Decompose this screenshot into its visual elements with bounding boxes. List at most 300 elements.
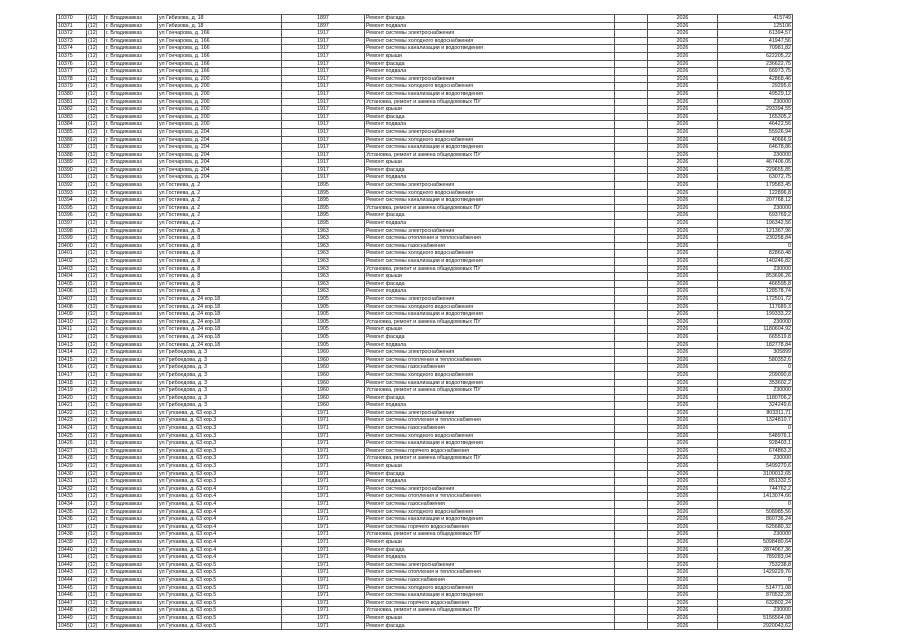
row-number-cell: 10390 xyxy=(57,166,87,174)
build-year-cell: 1971 xyxy=(282,432,365,440)
plan-year-cell: 2026 xyxy=(648,166,718,174)
build-year-cell: 1895 xyxy=(282,212,365,220)
work-type-cell: Ремонт подвала xyxy=(365,121,615,129)
region-code-cell: (12) xyxy=(87,569,105,577)
region-code-cell: (12) xyxy=(87,485,105,493)
blank-cell xyxy=(615,607,648,615)
build-year-cell: 1971 xyxy=(282,493,365,501)
city-cell: г. Владикавказ xyxy=(105,182,158,190)
work-type-cell: Ремонт системы канализации и водоотведения xyxy=(365,90,615,98)
plan-year-cell: 2026 xyxy=(648,265,718,273)
plan-year-cell: 2026 xyxy=(648,295,718,303)
build-year-cell: 1917 xyxy=(282,45,365,53)
work-type-cell: Ремонт системы холодного водоснабжения xyxy=(365,189,615,197)
region-code-cell: (12) xyxy=(87,470,105,478)
work-type-cell: Ремонт фасада xyxy=(365,394,615,402)
cost-cell: 55926,94 xyxy=(718,128,793,136)
plan-year-cell: 2026 xyxy=(648,106,718,114)
address-cell: ул Гончарова, д. 200 xyxy=(158,83,282,91)
plan-year-cell: 2026 xyxy=(648,493,718,501)
blank-cell xyxy=(615,326,648,334)
blank-cell xyxy=(615,159,648,167)
cost-cell: 744762,2 xyxy=(718,485,793,493)
row-number-cell: 10403 xyxy=(57,265,87,273)
table-row xyxy=(57,356,793,364)
work-type-cell: Ремонт системы отопления и теплоснабжения xyxy=(365,356,615,364)
table-row xyxy=(57,258,793,266)
work-type-cell: Ремонт системы отопления и теплоснабжения xyxy=(365,417,615,425)
region-code-cell: (12) xyxy=(87,478,105,486)
table-row xyxy=(57,592,793,600)
region-code-cell: (12) xyxy=(87,83,105,91)
cost-cell: 580352,6 xyxy=(718,356,793,364)
row-number-cell: 10386 xyxy=(57,136,87,144)
table-row xyxy=(57,303,793,311)
table-row xyxy=(57,189,793,197)
blank-cell xyxy=(615,52,648,60)
plan-year-cell: 2026 xyxy=(648,159,718,167)
blank-cell xyxy=(615,538,648,546)
blank-cell xyxy=(615,303,648,311)
table-row xyxy=(57,75,793,83)
plan-year-cell: 2026 xyxy=(648,220,718,228)
address-cell: ул Гончарова, д. 204 xyxy=(158,136,282,144)
address-cell: ул Гугкаева, д. 63 кор.3 xyxy=(158,463,282,471)
work-type-cell: Ремонт подвала xyxy=(365,174,615,182)
table-row xyxy=(57,379,793,387)
build-year-cell: 1963 xyxy=(282,250,365,258)
city-cell: г. Владикавказ xyxy=(105,447,158,455)
work-type-cell: Ремонт крыши xyxy=(365,326,615,334)
region-code-cell: (12) xyxy=(87,30,105,38)
plan-year-cell: 2026 xyxy=(648,326,718,334)
row-number-cell: 10395 xyxy=(57,204,87,212)
row-number-cell: 10408 xyxy=(57,303,87,311)
build-year-cell: 1960 xyxy=(282,394,365,402)
build-year-cell: 1895 xyxy=(282,182,365,190)
region-code-cell: (12) xyxy=(87,516,105,524)
region-code-cell: (12) xyxy=(87,273,105,281)
work-type-cell: Ремонт системы канализации и водоотведения xyxy=(365,440,615,448)
repair-schedule-table xyxy=(56,14,793,630)
build-year-cell: 1963 xyxy=(282,265,365,273)
cost-cell: 229655,85 xyxy=(718,166,793,174)
region-code-cell: (12) xyxy=(87,113,105,121)
build-year-cell: 1917 xyxy=(282,90,365,98)
address-cell: ул Гончарова, д. 166 xyxy=(158,60,282,68)
address-cell: ул Гугкаева, д. 63 кор.3 xyxy=(158,455,282,463)
build-year-cell: 1971 xyxy=(282,531,365,539)
region-code-cell: (12) xyxy=(87,371,105,379)
city-cell: г. Владикавказ xyxy=(105,295,158,303)
region-code-cell: (12) xyxy=(87,425,105,433)
address-cell: ул Гугкаева, д. 63 кор.4 xyxy=(158,523,282,531)
row-number-cell: 10382 xyxy=(57,106,87,114)
address-cell: ул Грибоедова, д. 3 xyxy=(158,356,282,364)
cost-cell: 230000 xyxy=(718,531,793,539)
work-type-cell: Ремонт фасада xyxy=(365,166,615,174)
address-cell: ул Гостиева, д. 2 xyxy=(158,197,282,205)
table-row xyxy=(57,349,793,357)
work-type-cell: Ремонт системы газоснабжения xyxy=(365,242,615,250)
city-cell: г. Владикавказ xyxy=(105,98,158,106)
blank-cell xyxy=(615,22,648,30)
table-row xyxy=(57,235,793,243)
cost-cell: 1180706,2 xyxy=(718,394,793,402)
build-year-cell: 1971 xyxy=(282,485,365,493)
city-cell: г. Владикавказ xyxy=(105,250,158,258)
plan-year-cell: 2026 xyxy=(648,554,718,562)
table-row xyxy=(57,37,793,45)
region-code-cell: (12) xyxy=(87,576,105,584)
table-row xyxy=(57,174,793,182)
plan-year-cell: 2026 xyxy=(648,197,718,205)
build-year-cell: 1971 xyxy=(282,569,365,577)
city-cell: г. Владикавказ xyxy=(105,288,158,296)
plan-year-cell: 2026 xyxy=(648,52,718,60)
row-number-cell: 10393 xyxy=(57,189,87,197)
region-code-cell: (12) xyxy=(87,447,105,455)
plan-year-cell: 2026 xyxy=(648,387,718,395)
table-body xyxy=(57,15,793,630)
address-cell: ул Гончарова, д. 204 xyxy=(158,144,282,152)
work-type-cell: Установка, ремонт и замена общедомовых ПУ xyxy=(365,318,615,326)
cost-cell: 82860,48 xyxy=(718,250,793,258)
build-year-cell: 1895 xyxy=(282,189,365,197)
region-code-cell: (12) xyxy=(87,584,105,592)
row-number-cell: 10394 xyxy=(57,197,87,205)
region-code-cell: (12) xyxy=(87,197,105,205)
cost-cell: 41947,56 xyxy=(718,37,793,45)
work-type-cell: Ремонт системы канализации и водоотведения xyxy=(365,311,615,319)
row-number-cell: 10372 xyxy=(57,30,87,38)
table-row xyxy=(57,15,793,23)
address-cell: ул Гугкаева, д. 63 кор.3 xyxy=(158,470,282,478)
row-number-cell: 10447 xyxy=(57,599,87,607)
address-cell: ул Гугкаева, д. 63 кор.5 xyxy=(158,569,282,577)
city-cell: г. Владикавказ xyxy=(105,174,158,182)
work-type-cell: Ремонт системы канализации и водоотведения xyxy=(365,45,615,53)
row-number-cell: 10441 xyxy=(57,554,87,562)
work-type-cell: Ремонт фасада xyxy=(365,60,615,68)
plan-year-cell: 2026 xyxy=(648,394,718,402)
build-year-cell: 1971 xyxy=(282,501,365,509)
city-cell: г. Владикавказ xyxy=(105,128,158,136)
blank-cell xyxy=(615,463,648,471)
cost-cell: 140246,82 xyxy=(718,258,793,266)
blank-cell xyxy=(615,516,648,524)
region-code-cell: (12) xyxy=(87,204,105,212)
blank-cell xyxy=(615,174,648,182)
address-cell: ул Гончарова, д. 166 xyxy=(158,30,282,38)
row-number-cell: 10412 xyxy=(57,333,87,341)
row-number-cell: 10405 xyxy=(57,280,87,288)
build-year-cell: 1917 xyxy=(282,98,365,106)
table-row xyxy=(57,538,793,546)
address-cell: ул Гостиева, д. 24 кор.18 xyxy=(158,311,282,319)
address-cell: ул Гончарова, д. 200 xyxy=(158,106,282,114)
blank-cell xyxy=(615,250,648,258)
table-row xyxy=(57,546,793,554)
row-number-cell: 10373 xyxy=(57,37,87,45)
address-cell: ул Гостиева, д. 8 xyxy=(158,250,282,258)
work-type-cell: Ремонт крыши xyxy=(365,614,615,622)
table-row xyxy=(57,60,793,68)
cost-cell: 63072,75 xyxy=(718,174,793,182)
cost-cell: 64678,86 xyxy=(718,144,793,152)
work-type-cell: Ремонт фасада xyxy=(365,280,615,288)
row-number-cell: 10421 xyxy=(57,402,87,410)
region-code-cell: (12) xyxy=(87,356,105,364)
cost-cell: 632802,24 xyxy=(718,599,793,607)
table-row xyxy=(57,561,793,569)
work-type-cell: Ремонт системы газоснабжения xyxy=(365,425,615,433)
row-number-cell: 10446 xyxy=(57,592,87,600)
address-cell: ул Гостиева, д. 8 xyxy=(158,235,282,243)
blank-cell xyxy=(615,501,648,509)
plan-year-cell: 2026 xyxy=(648,318,718,326)
address-cell: ул Гугкаева, д. 63 кор.4 xyxy=(158,538,282,546)
work-type-cell: Ремонт системы газоснабжения xyxy=(365,501,615,509)
blank-cell xyxy=(615,83,648,91)
table-row xyxy=(57,106,793,114)
address-cell: ул Гостиева, д. 24 кор.18 xyxy=(158,341,282,349)
row-number-cell: 10402 xyxy=(57,258,87,266)
plan-year-cell: 2026 xyxy=(648,569,718,577)
work-type-cell: Ремонт крыши xyxy=(365,106,615,114)
plan-year-cell: 2026 xyxy=(648,333,718,341)
plan-year-cell: 2026 xyxy=(648,303,718,311)
cost-cell: 66973,75 xyxy=(718,68,793,76)
blank-cell xyxy=(615,546,648,554)
row-number-cell: 10418 xyxy=(57,379,87,387)
build-year-cell: 1960 xyxy=(282,364,365,372)
cost-cell: 753238,8 xyxy=(718,561,793,569)
address-cell: ул Гостиева, д. 2 xyxy=(158,212,282,220)
region-code-cell: (12) xyxy=(87,189,105,197)
row-number-cell: 10419 xyxy=(57,387,87,395)
build-year-cell: 1895 xyxy=(282,220,365,228)
cost-cell: 199333,22 xyxy=(718,311,793,319)
plan-year-cell: 2026 xyxy=(648,341,718,349)
region-code-cell: (12) xyxy=(87,599,105,607)
work-type-cell: Ремонт системы электроснабжения xyxy=(365,227,615,235)
work-type-cell: Ремонт системы отопления и теплоснабжения xyxy=(365,569,615,577)
blank-cell xyxy=(615,379,648,387)
table-row xyxy=(57,295,793,303)
region-code-cell: (12) xyxy=(87,523,105,531)
plan-year-cell: 2026 xyxy=(648,425,718,433)
build-year-cell: 1895 xyxy=(282,204,365,212)
plan-year-cell: 2026 xyxy=(648,516,718,524)
blank-cell xyxy=(615,576,648,584)
address-cell: ул Гугкаева, д. 63 кор.4 xyxy=(158,554,282,562)
plan-year-cell: 2026 xyxy=(648,15,718,23)
address-cell: ул Грибоедова, д. 3 xyxy=(158,349,282,357)
row-number-cell: 10434 xyxy=(57,501,87,509)
plan-year-cell: 2026 xyxy=(648,235,718,243)
blank-cell xyxy=(615,409,648,417)
city-cell: г. Владикавказ xyxy=(105,68,158,76)
work-type-cell: Ремонт системы электроснабжения xyxy=(365,75,615,83)
work-type-cell: Ремонт системы холодного водоснабжения xyxy=(365,371,615,379)
row-number-cell: 10430 xyxy=(57,470,87,478)
plan-year-cell: 2026 xyxy=(648,523,718,531)
region-code-cell: (12) xyxy=(87,288,105,296)
address-cell: ул Гугкаева, д. 63 кор.5 xyxy=(158,592,282,600)
region-code-cell: (12) xyxy=(87,409,105,417)
plan-year-cell: 2026 xyxy=(648,463,718,471)
city-cell: г. Владикавказ xyxy=(105,531,158,539)
blank-cell xyxy=(615,68,648,76)
work-type-cell: Ремонт системы горячего водоснабжения xyxy=(365,599,615,607)
city-cell: г. Владикавказ xyxy=(105,197,158,205)
cost-cell: 1429229,76 xyxy=(718,569,793,577)
build-year-cell: 1895 xyxy=(282,197,365,205)
table-row xyxy=(57,113,793,121)
build-year-cell: 1917 xyxy=(282,174,365,182)
table-row xyxy=(57,493,793,501)
address-cell: ул Гугкаева, д. 63 кор.3 xyxy=(158,409,282,417)
cost-cell: 0 xyxy=(718,576,793,584)
table-row xyxy=(57,227,793,235)
blank-cell xyxy=(615,417,648,425)
build-year-cell: 1905 xyxy=(282,326,365,334)
table-row xyxy=(57,508,793,516)
plan-year-cell: 2026 xyxy=(648,37,718,45)
address-cell: ул Гостиева, д. 24 кор.18 xyxy=(158,318,282,326)
table-row xyxy=(57,166,793,174)
plan-year-cell: 2026 xyxy=(648,22,718,30)
work-type-cell: Ремонт системы газоснабжения xyxy=(365,364,615,372)
region-code-cell: (12) xyxy=(87,258,105,266)
cost-cell: 5098480,64 xyxy=(718,538,793,546)
city-cell: г. Владикавказ xyxy=(105,371,158,379)
blank-cell xyxy=(615,189,648,197)
blank-cell xyxy=(615,371,648,379)
region-code-cell: (12) xyxy=(87,417,105,425)
region-code-cell: (12) xyxy=(87,15,105,23)
city-cell: г. Владикавказ xyxy=(105,258,158,266)
work-type-cell: Ремонт системы электроснабжения xyxy=(365,561,615,569)
plan-year-cell: 2026 xyxy=(648,68,718,76)
region-code-cell: (12) xyxy=(87,166,105,174)
blank-cell xyxy=(615,273,648,281)
table-row xyxy=(57,212,793,220)
city-cell: г. Владикавказ xyxy=(105,121,158,129)
table-row xyxy=(57,455,793,463)
address-cell: ул Гугкаева, д. 63 кор.4 xyxy=(158,531,282,539)
address-cell: ул Гугкаева, д. 63 кор.4 xyxy=(158,485,282,493)
region-code-cell: (12) xyxy=(87,227,105,235)
city-cell: г. Владикавказ xyxy=(105,356,158,364)
row-number-cell: 10406 xyxy=(57,288,87,296)
table-row xyxy=(57,45,793,53)
build-year-cell: 1963 xyxy=(282,235,365,243)
address-cell: ул Гугкаева, д. 63 кор.5 xyxy=(158,561,282,569)
blank-cell xyxy=(615,440,648,448)
city-cell: г. Владикавказ xyxy=(105,52,158,60)
address-cell: ул Гончарова, д. 200 xyxy=(158,113,282,121)
plan-year-cell: 2026 xyxy=(648,402,718,410)
table-row xyxy=(57,333,793,341)
cost-cell: 46422,56 xyxy=(718,121,793,129)
plan-year-cell: 2026 xyxy=(648,113,718,121)
work-type-cell: Ремонт подвала xyxy=(365,22,615,30)
region-code-cell: (12) xyxy=(87,349,105,357)
city-cell: г. Владикавказ xyxy=(105,584,158,592)
city-cell: г. Владикавказ xyxy=(105,106,158,114)
region-code-cell: (12) xyxy=(87,508,105,516)
region-code-cell: (12) xyxy=(87,37,105,45)
work-type-cell: Ремонт подвала xyxy=(365,478,615,486)
blank-cell xyxy=(615,318,648,326)
row-number-cell: 10415 xyxy=(57,356,87,364)
region-code-cell: (12) xyxy=(87,607,105,615)
plan-year-cell: 2026 xyxy=(648,455,718,463)
cost-cell: 674863,3 xyxy=(718,447,793,455)
table-row xyxy=(57,341,793,349)
address-cell: ул Гугкаева, д. 63 кор.4 xyxy=(158,546,282,554)
table-row xyxy=(57,599,793,607)
blank-cell xyxy=(615,220,648,228)
city-cell: г. Владикавказ xyxy=(105,523,158,531)
cost-cell: 230000 xyxy=(718,204,793,212)
cost-cell: 508985,56 xyxy=(718,508,793,516)
cost-cell: 125106 xyxy=(718,22,793,30)
cost-cell: 0 xyxy=(718,501,793,509)
cost-cell: 209090,8 xyxy=(718,371,793,379)
region-code-cell: (12) xyxy=(87,174,105,182)
plan-year-cell: 2026 xyxy=(648,417,718,425)
table-row xyxy=(57,440,793,448)
build-year-cell: 1917 xyxy=(282,166,365,174)
region-code-cell: (12) xyxy=(87,394,105,402)
build-year-cell: 1963 xyxy=(282,288,365,296)
address-cell: ул Грибоедова, д. 3 xyxy=(158,387,282,395)
build-year-cell: 1971 xyxy=(282,516,365,524)
city-cell: г. Владикавказ xyxy=(105,22,158,30)
plan-year-cell: 2026 xyxy=(648,607,718,615)
build-year-cell: 1971 xyxy=(282,576,365,584)
table-row xyxy=(57,409,793,417)
city-cell: г. Владикавказ xyxy=(105,220,158,228)
row-number-cell: 10416 xyxy=(57,364,87,372)
plan-year-cell: 2026 xyxy=(648,212,718,220)
blank-cell xyxy=(615,60,648,68)
cost-cell: 622205,22 xyxy=(718,52,793,60)
address-cell: ул Гугкаева, д. 63 кор.5 xyxy=(158,584,282,592)
row-number-cell: 10413 xyxy=(57,341,87,349)
plan-year-cell: 2026 xyxy=(648,311,718,319)
region-code-cell: (12) xyxy=(87,128,105,136)
build-year-cell: 1971 xyxy=(282,523,365,531)
city-cell: г. Владикавказ xyxy=(105,60,158,68)
region-code-cell: (12) xyxy=(87,280,105,288)
blank-cell xyxy=(615,151,648,159)
work-type-cell: Ремонт системы электроснабжения xyxy=(365,30,615,38)
city-cell: г. Владикавказ xyxy=(105,83,158,91)
city-cell: г. Владикавказ xyxy=(105,364,158,372)
address-cell: ул Гостиева, д. 24 кор.18 xyxy=(158,326,282,334)
address-cell: ул Гибизова, д. 18 xyxy=(158,22,282,30)
plan-year-cell: 2026 xyxy=(648,242,718,250)
build-year-cell: 1971 xyxy=(282,599,365,607)
address-cell: ул Гугкаева, д. 63 кор.5 xyxy=(158,622,282,630)
build-year-cell: 1971 xyxy=(282,584,365,592)
city-cell: г. Владикавказ xyxy=(105,242,158,250)
cost-cell: 466595,8 xyxy=(718,280,793,288)
